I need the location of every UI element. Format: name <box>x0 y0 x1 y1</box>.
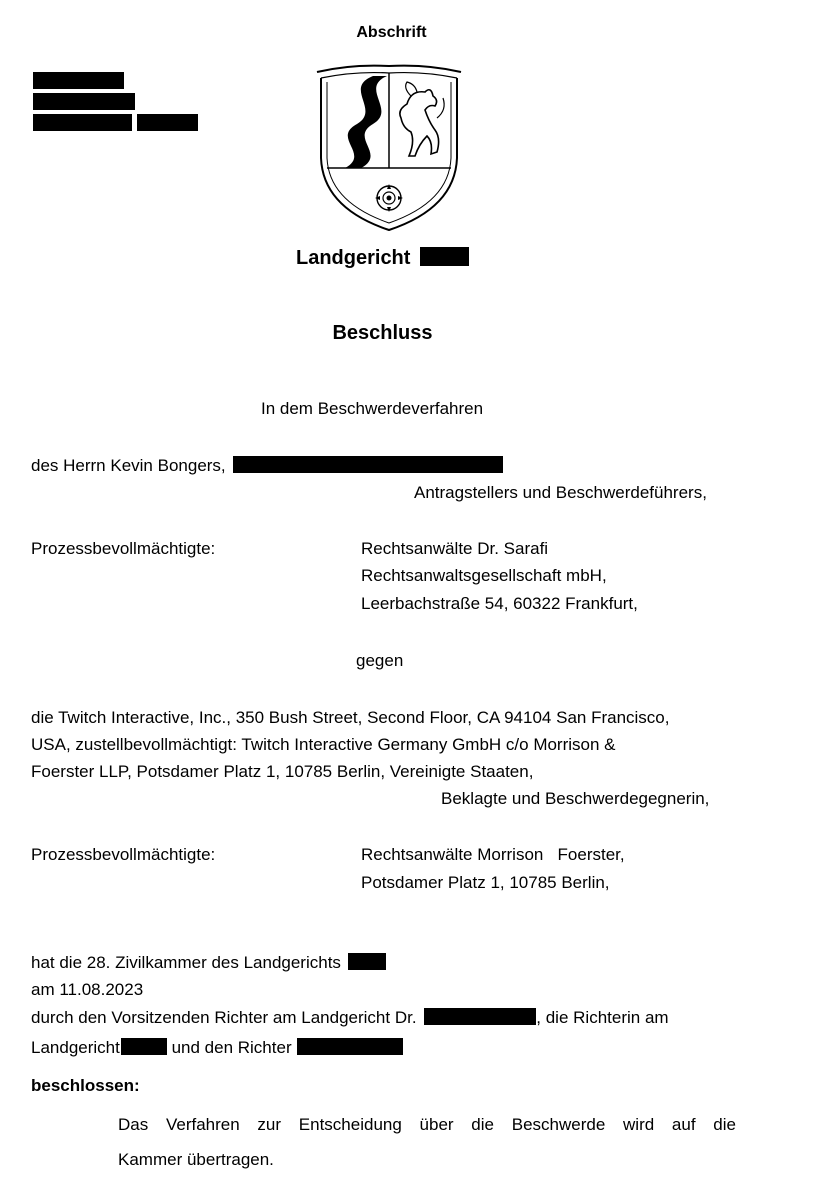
respondent-line: die Twitch Interactive, Inc., 350 Bush Street, Second Floor, CA 94104 San Francisco, <box>31 708 670 727</box>
respondent-line: USA, zustellbevollmächtigt: Twitch Interactive Germany GmbH c/o Morrison & <box>31 735 616 754</box>
redaction-bar <box>233 456 503 473</box>
respondent-counsel-line: Rechtsanwälte Morrison Foerster, <box>361 845 625 864</box>
panel-line <box>31 1008 669 1028</box>
decision-title: Beschluss <box>332 322 433 344</box>
redaction-bar <box>33 114 132 131</box>
nrw-coat-of-arms-icon <box>311 58 467 238</box>
panel-text: , die Richterin am <box>536 1008 669 1027</box>
respondent-role: Beklagte und Beschwerdegegnerin, <box>441 789 710 808</box>
redaction-bar <box>33 93 135 110</box>
panel-text: hat die 28. Zivilkammer des Landgerichts <box>31 953 341 972</box>
panel-line <box>31 1038 403 1058</box>
redaction-bar <box>424 1008 536 1025</box>
redaction-bar <box>33 72 124 89</box>
panel-line <box>31 953 386 973</box>
applicant-name: des Herrn Kevin Bongers, <box>31 456 226 475</box>
court-name <box>0 247 765 270</box>
court-name-label: Landgericht <box>295 247 411 269</box>
respondent-line: Foerster LLP, Potsdamer Platz 1, 10785 Berlin, Vereinigte Staaten, <box>31 762 534 781</box>
applicant-counsel-line: Leerbachstraße 54, 60322 Frankfurt, <box>361 594 638 613</box>
redaction-bar <box>348 953 386 970</box>
panel-text: und den Richter <box>171 1038 292 1057</box>
redaction-bar <box>121 1038 167 1055</box>
panel-text: durch den Vorsitzenden Richter am Landgericht Dr. <box>31 1008 417 1027</box>
applicant-counsel-line: Rechtsanwaltsgesellschaft mbH, <box>361 566 607 585</box>
panel-text: Landgericht <box>31 1038 120 1057</box>
applicant-counsel-line: Rechtsanwälte Dr. Sarafi <box>361 539 549 558</box>
applicant-counsel-label: Prozessbevollmächtigte: <box>31 539 216 558</box>
redaction-bar <box>297 1038 403 1055</box>
versus-label: gegen <box>356 651 404 670</box>
applicant-line <box>31 456 503 476</box>
redaction-bar <box>137 114 198 131</box>
redaction-bar <box>420 247 469 266</box>
ruling-label: beschlossen: <box>31 1076 140 1095</box>
ruling-text-line: Das Verfahren zur Entscheidung über die Beschwerde wird auf die <box>118 1115 736 1134</box>
respondent-counsel-label: Prozessbevollmächtigte: <box>31 845 216 864</box>
respondent-counsel-line: Potsdamer Platz 1, 10785 Berlin, <box>361 873 610 892</box>
copy-label: Abschrift <box>356 24 427 41</box>
ruling-text-line: Kammer übertragen. <box>118 1150 274 1169</box>
proceedings-intro: In dem Beschwerdeverfahren <box>261 399 484 418</box>
decision-date: am 11.08.2023 <box>31 980 144 999</box>
applicant-role: Antragstellers und Beschwerdeführers, <box>414 483 707 502</box>
